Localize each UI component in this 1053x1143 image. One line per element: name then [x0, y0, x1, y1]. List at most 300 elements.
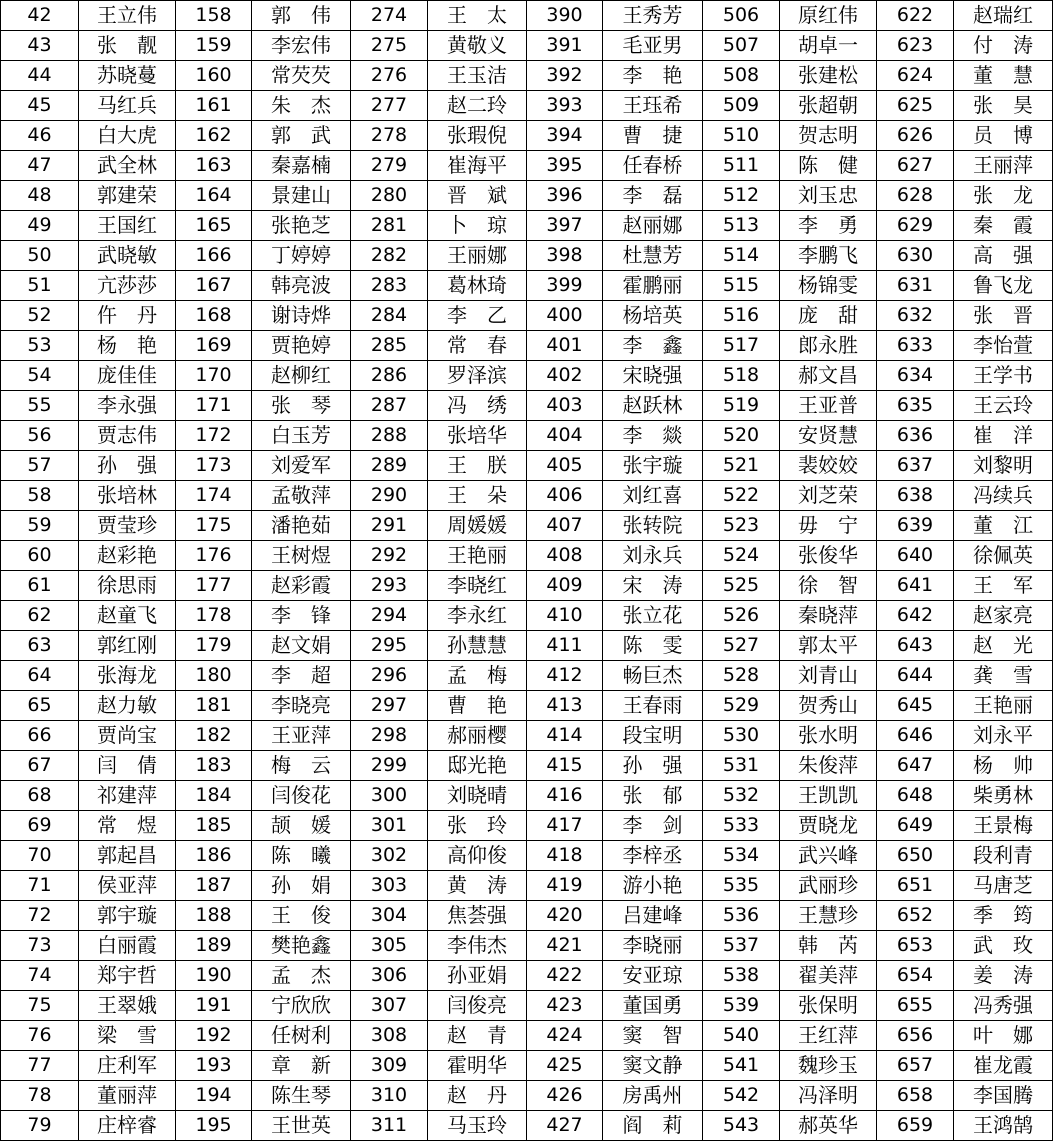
entry-name: 罗泽滨	[428, 361, 527, 391]
entry-name: 王景梅	[954, 811, 1053, 841]
entry-name: 赵 丹	[428, 1081, 527, 1111]
entry-number: 394	[527, 121, 603, 151]
entry-name: 朱俊萍	[780, 751, 877, 781]
entry-name: 贺志明	[780, 121, 877, 151]
entry-name: 王 朵	[428, 481, 527, 511]
entry-number: 406	[527, 481, 603, 511]
entry-name: 毛亚男	[603, 31, 703, 61]
entry-name: 张 昊	[954, 91, 1053, 121]
entry-number: 636	[877, 421, 954, 451]
table-row	[1, 61, 1053, 91]
entry-name: 刘永平	[954, 721, 1053, 751]
entry-name: 刘晓晴	[428, 781, 527, 811]
entry-name: 吕建峰	[603, 901, 703, 931]
entry-number: 634	[877, 361, 954, 391]
entry-name: 王艳丽	[954, 691, 1053, 721]
entry-number: 59	[1, 511, 79, 541]
entry-number: 632	[877, 301, 954, 331]
entry-number: 639	[877, 511, 954, 541]
entry-name: 贾莹珍	[79, 511, 176, 541]
entry-number: 189	[176, 931, 252, 961]
entry-number: 168	[176, 301, 252, 331]
entry-number: 649	[877, 811, 954, 841]
entry-number: 53	[1, 331, 79, 361]
entry-name: 王树煜	[252, 541, 351, 571]
table-row	[1, 811, 1053, 841]
table-row	[1, 721, 1053, 751]
entry-name: 宁欣欣	[252, 991, 351, 1021]
entry-name: 王国红	[79, 211, 176, 241]
entry-number: 195	[176, 1111, 252, 1141]
entry-name: 畅巨杰	[603, 661, 703, 691]
entry-name: 武晓敏	[79, 241, 176, 271]
entry-number: 534	[703, 841, 780, 871]
entry-name: 张俊华	[780, 541, 877, 571]
entry-number: 76	[1, 1021, 79, 1051]
entry-number: 274	[351, 1, 428, 31]
entry-number: 536	[703, 901, 780, 931]
entry-name: 白丽霞	[79, 931, 176, 961]
entry-name: 冯泽明	[780, 1081, 877, 1111]
entry-name: 李 锋	[252, 601, 351, 631]
entry-name: 张 晋	[954, 301, 1053, 331]
entry-name: 侯亚萍	[79, 871, 176, 901]
entry-name: 韩 芮	[780, 931, 877, 961]
entry-name: 赵彩霞	[252, 571, 351, 601]
entry-name: 魏珍玉	[780, 1051, 877, 1081]
entry-name: 孙 强	[79, 451, 176, 481]
entry-number: 517	[703, 331, 780, 361]
table-row	[1, 511, 1053, 541]
entry-name: 房禹州	[603, 1081, 703, 1111]
entry-name: 张宇璇	[603, 451, 703, 481]
entry-number: 165	[176, 211, 252, 241]
entry-number: 178	[176, 601, 252, 631]
entry-number: 629	[877, 211, 954, 241]
entry-name: 胡卓一	[780, 31, 877, 61]
entry-number: 653	[877, 931, 954, 961]
entry-name: 崔龙霞	[954, 1051, 1053, 1081]
entry-number: 281	[351, 211, 428, 241]
entry-number: 623	[877, 31, 954, 61]
entry-number: 176	[176, 541, 252, 571]
entry-name: 张超朝	[780, 91, 877, 121]
entry-number: 630	[877, 241, 954, 271]
entry-name: 李晓亮	[252, 691, 351, 721]
entry-name: 郭 伟	[252, 1, 351, 31]
entry-name: 白大虎	[79, 121, 176, 151]
entry-number: 398	[527, 241, 603, 271]
entry-name: 窦 智	[603, 1021, 703, 1051]
entry-number: 652	[877, 901, 954, 931]
entry-name: 李梓丞	[603, 841, 703, 871]
entry-name: 闫俊亮	[428, 991, 527, 1021]
entry-number: 309	[351, 1051, 428, 1081]
entry-number: 646	[877, 721, 954, 751]
entry-number: 74	[1, 961, 79, 991]
entry-name: 王学书	[954, 361, 1053, 391]
table-row	[1, 451, 1053, 481]
entry-number: 78	[1, 1081, 79, 1111]
entry-name: 李 艳	[603, 61, 703, 91]
entry-number: 407	[527, 511, 603, 541]
entry-name: 付 涛	[954, 31, 1053, 61]
entry-name: 李 磊	[603, 181, 703, 211]
entry-number: 633	[877, 331, 954, 361]
table-row	[1, 121, 1053, 151]
table-row	[1, 781, 1053, 811]
entry-number: 294	[351, 601, 428, 631]
entry-name: 武全林	[79, 151, 176, 181]
entry-name: 安亚琼	[603, 961, 703, 991]
entry-number: 409	[527, 571, 603, 601]
entry-name: 张 龙	[954, 181, 1053, 211]
entry-name: 阎 莉	[603, 1111, 703, 1141]
entry-number: 170	[176, 361, 252, 391]
entry-number: 279	[351, 151, 428, 181]
entry-name: 谢诗烨	[252, 301, 351, 331]
entry-number: 427	[527, 1111, 603, 1141]
entry-name: 冯秀强	[954, 991, 1053, 1021]
table-row	[1, 151, 1053, 181]
entry-name: 柴勇林	[954, 781, 1053, 811]
table-row	[1, 1111, 1053, 1141]
entry-name: 郝英华	[780, 1111, 877, 1141]
entry-name: 高仰俊	[428, 841, 527, 871]
entry-name: 员 博	[954, 121, 1053, 151]
entry-number: 657	[877, 1051, 954, 1081]
entry-number: 396	[527, 181, 603, 211]
roster-body	[1, 1, 1053, 1141]
entry-name: 赵文娟	[252, 631, 351, 661]
entry-name: 李 燚	[603, 421, 703, 451]
entry-name: 李晓红	[428, 571, 527, 601]
entry-name: 杨 艳	[79, 331, 176, 361]
entry-name: 梅 云	[252, 751, 351, 781]
entry-number: 287	[351, 391, 428, 421]
table-row	[1, 481, 1053, 511]
entry-name: 段利青	[954, 841, 1053, 871]
entry-name: 赵丽娜	[603, 211, 703, 241]
table-row	[1, 871, 1053, 901]
entry-name: 张海龙	[79, 661, 176, 691]
entry-number: 292	[351, 541, 428, 571]
entry-number: 190	[176, 961, 252, 991]
table-row	[1, 181, 1053, 211]
entry-number: 642	[877, 601, 954, 631]
entry-number: 529	[703, 691, 780, 721]
entry-name: 王 军	[954, 571, 1053, 601]
entry-name: 赵 青	[428, 1021, 527, 1051]
entry-number: 410	[527, 601, 603, 631]
entry-name: 李永红	[428, 601, 527, 631]
entry-number: 275	[351, 31, 428, 61]
entry-name: 王 俊	[252, 901, 351, 931]
entry-name: 崔海平	[428, 151, 527, 181]
table-row	[1, 961, 1053, 991]
entry-name: 杨培英	[603, 301, 703, 331]
entry-number: 172	[176, 421, 252, 451]
entry-number: 67	[1, 751, 79, 781]
entry-name: 龚 雪	[954, 661, 1053, 691]
entry-name: 裴姣姣	[780, 451, 877, 481]
entry-name: 潘艳茹	[252, 511, 351, 541]
entry-number: 182	[176, 721, 252, 751]
entry-name: 卜 琼	[428, 211, 527, 241]
table-row	[1, 331, 1053, 361]
entry-number: 50	[1, 241, 79, 271]
entry-name: 董丽萍	[79, 1081, 176, 1111]
entry-name: 王云玲	[954, 391, 1053, 421]
entry-number: 285	[351, 331, 428, 361]
entry-name: 张建松	[780, 61, 877, 91]
entry-name: 陈 曦	[252, 841, 351, 871]
entry-number: 526	[703, 601, 780, 631]
entry-number: 509	[703, 91, 780, 121]
entry-number: 543	[703, 1111, 780, 1141]
entry-name: 郭太平	[780, 631, 877, 661]
entry-name: 常芡芡	[252, 61, 351, 91]
entry-name: 董国勇	[603, 991, 703, 1021]
table-row	[1, 631, 1053, 661]
entry-name: 孙 强	[603, 751, 703, 781]
entry-name: 常 煜	[79, 811, 176, 841]
entry-number: 528	[703, 661, 780, 691]
entry-name: 翟美萍	[780, 961, 877, 991]
entry-name: 郭建荣	[79, 181, 176, 211]
entry-number: 283	[351, 271, 428, 301]
entry-number: 645	[877, 691, 954, 721]
entry-number: 516	[703, 301, 780, 331]
entry-name: 常 春	[428, 331, 527, 361]
entry-name: 张瑕倪	[428, 121, 527, 151]
entry-number: 658	[877, 1081, 954, 1111]
entry-number: 305	[351, 931, 428, 961]
entry-number: 295	[351, 631, 428, 661]
entry-number: 507	[703, 31, 780, 61]
entry-name: 赵彩艳	[79, 541, 176, 571]
entry-name: 鲁飞龙	[954, 271, 1053, 301]
entry-number: 49	[1, 211, 79, 241]
entry-number: 47	[1, 151, 79, 181]
entry-number: 44	[1, 61, 79, 91]
entry-number: 282	[351, 241, 428, 271]
entry-number: 395	[527, 151, 603, 181]
entry-name: 孙慧慧	[428, 631, 527, 661]
entry-number: 644	[877, 661, 954, 691]
entry-name: 李永强	[79, 391, 176, 421]
entry-name: 游小艳	[603, 871, 703, 901]
entry-name: 孙 娟	[252, 871, 351, 901]
entry-number: 79	[1, 1111, 79, 1141]
entry-name: 庞佳佳	[79, 361, 176, 391]
entry-name: 朱 杰	[252, 91, 351, 121]
table-row	[1, 991, 1053, 1021]
entry-number: 651	[877, 871, 954, 901]
entry-number: 69	[1, 811, 79, 841]
entry-number: 191	[176, 991, 252, 1021]
table-row	[1, 211, 1053, 241]
entry-number: 301	[351, 811, 428, 841]
entry-name: 亢莎莎	[79, 271, 176, 301]
entry-name: 王丽萍	[954, 151, 1053, 181]
entry-name: 李晓丽	[603, 931, 703, 961]
entry-name: 祁建萍	[79, 781, 176, 811]
entry-number: 297	[351, 691, 428, 721]
entry-number: 403	[527, 391, 603, 421]
entry-number: 299	[351, 751, 428, 781]
entry-number: 192	[176, 1021, 252, 1051]
entry-name: 黄 涛	[428, 871, 527, 901]
entry-name: 崔 洋	[954, 421, 1053, 451]
entry-name: 冯续兵	[954, 481, 1053, 511]
entry-number: 300	[351, 781, 428, 811]
entry-name: 赵瑞红	[954, 1, 1053, 31]
entry-name: 周媛媛	[428, 511, 527, 541]
entry-number: 538	[703, 961, 780, 991]
entry-number: 291	[351, 511, 428, 541]
entry-number: 415	[527, 751, 603, 781]
entry-name: 安贤慧	[780, 421, 877, 451]
entry-name: 刘玉忠	[780, 181, 877, 211]
entry-number: 508	[703, 61, 780, 91]
entry-number: 519	[703, 391, 780, 421]
entry-number: 404	[527, 421, 603, 451]
entry-number: 627	[877, 151, 954, 181]
entry-name: 梁 雪	[79, 1021, 176, 1051]
entry-number: 171	[176, 391, 252, 421]
table-row	[1, 841, 1053, 871]
table-row	[1, 91, 1053, 121]
entry-number: 402	[527, 361, 603, 391]
entry-name: 季 筠	[954, 901, 1053, 931]
entry-number: 520	[703, 421, 780, 451]
entry-number: 162	[176, 121, 252, 151]
entry-number: 631	[877, 271, 954, 301]
entry-number: 648	[877, 781, 954, 811]
entry-number: 625	[877, 91, 954, 121]
entry-number: 622	[877, 1, 954, 31]
entry-number: 417	[527, 811, 603, 841]
entry-number: 173	[176, 451, 252, 481]
entry-name: 王艳丽	[428, 541, 527, 571]
entry-name: 赵二玲	[428, 91, 527, 121]
entry-name: 姜 涛	[954, 961, 1053, 991]
entry-name: 葛林琦	[428, 271, 527, 301]
entry-name: 王慧珍	[780, 901, 877, 931]
entry-number: 512	[703, 181, 780, 211]
entry-name: 李国腾	[954, 1081, 1053, 1111]
table-row	[1, 241, 1053, 271]
entry-name: 任树利	[252, 1021, 351, 1051]
entry-number: 523	[703, 511, 780, 541]
entry-number: 293	[351, 571, 428, 601]
entry-name: 王凯凯	[780, 781, 877, 811]
entry-number: 422	[527, 961, 603, 991]
entry-number: 510	[703, 121, 780, 151]
entry-name: 章 新	[252, 1051, 351, 1081]
entry-number: 522	[703, 481, 780, 511]
entry-number: 183	[176, 751, 252, 781]
entry-name: 孟 杰	[252, 961, 351, 991]
entry-number: 57	[1, 451, 79, 481]
entry-number: 638	[877, 481, 954, 511]
entry-name: 张 琴	[252, 391, 351, 421]
entry-number: 61	[1, 571, 79, 601]
entry-name: 贾尚宝	[79, 721, 176, 751]
entry-name: 马唐芝	[954, 871, 1053, 901]
entry-name: 冯 绣	[428, 391, 527, 421]
entry-name: 郭宇璇	[79, 901, 176, 931]
entry-name: 晋 斌	[428, 181, 527, 211]
entry-name: 刘青山	[780, 661, 877, 691]
entry-number: 655	[877, 991, 954, 1021]
entry-name: 张水明	[780, 721, 877, 751]
entry-number: 277	[351, 91, 428, 121]
entry-name: 霍明华	[428, 1051, 527, 1081]
entry-name: 张培华	[428, 421, 527, 451]
entry-name: 庞 甜	[780, 301, 877, 331]
entry-number: 298	[351, 721, 428, 751]
entry-number: 408	[527, 541, 603, 571]
entry-number: 311	[351, 1111, 428, 1141]
entry-name: 颉 媛	[252, 811, 351, 841]
entry-number: 397	[527, 211, 603, 241]
entry-number: 288	[351, 421, 428, 451]
entry-number: 187	[176, 871, 252, 901]
entry-number: 425	[527, 1051, 603, 1081]
entry-number: 418	[527, 841, 603, 871]
entry-name: 陈生琴	[252, 1081, 351, 1111]
entry-number: 284	[351, 301, 428, 331]
entry-number: 77	[1, 1051, 79, 1081]
table-row	[1, 301, 1053, 331]
entry-number: 424	[527, 1021, 603, 1051]
entry-name: 郎永胜	[780, 331, 877, 361]
entry-name: 孙亚娟	[428, 961, 527, 991]
entry-name: 徐 智	[780, 571, 877, 601]
entry-name: 秦 霞	[954, 211, 1053, 241]
entry-name: 武兴峰	[780, 841, 877, 871]
entry-name: 王世英	[252, 1111, 351, 1141]
entry-number: 530	[703, 721, 780, 751]
entry-number: 535	[703, 871, 780, 901]
entry-number: 163	[176, 151, 252, 181]
entry-name: 陈 健	[780, 151, 877, 181]
entry-number: 194	[176, 1081, 252, 1111]
entry-number: 52	[1, 301, 79, 331]
entry-name: 贾晓龙	[780, 811, 877, 841]
entry-number: 399	[527, 271, 603, 301]
entry-name: 毋 宁	[780, 511, 877, 541]
entry-number: 193	[176, 1051, 252, 1081]
entry-number: 420	[527, 901, 603, 931]
entry-number: 290	[351, 481, 428, 511]
entry-number: 656	[877, 1021, 954, 1051]
entry-number: 181	[176, 691, 252, 721]
entry-name: 李鹏飞	[780, 241, 877, 271]
entry-number: 63	[1, 631, 79, 661]
entry-number: 659	[877, 1111, 954, 1141]
entry-name: 王秀芳	[603, 1, 703, 31]
entry-name: 张转院	[603, 511, 703, 541]
entry-number: 71	[1, 871, 79, 901]
table-row	[1, 421, 1053, 451]
table-row	[1, 1, 1053, 31]
entry-number: 412	[527, 661, 603, 691]
entry-number: 296	[351, 661, 428, 691]
entry-number: 540	[703, 1021, 780, 1051]
